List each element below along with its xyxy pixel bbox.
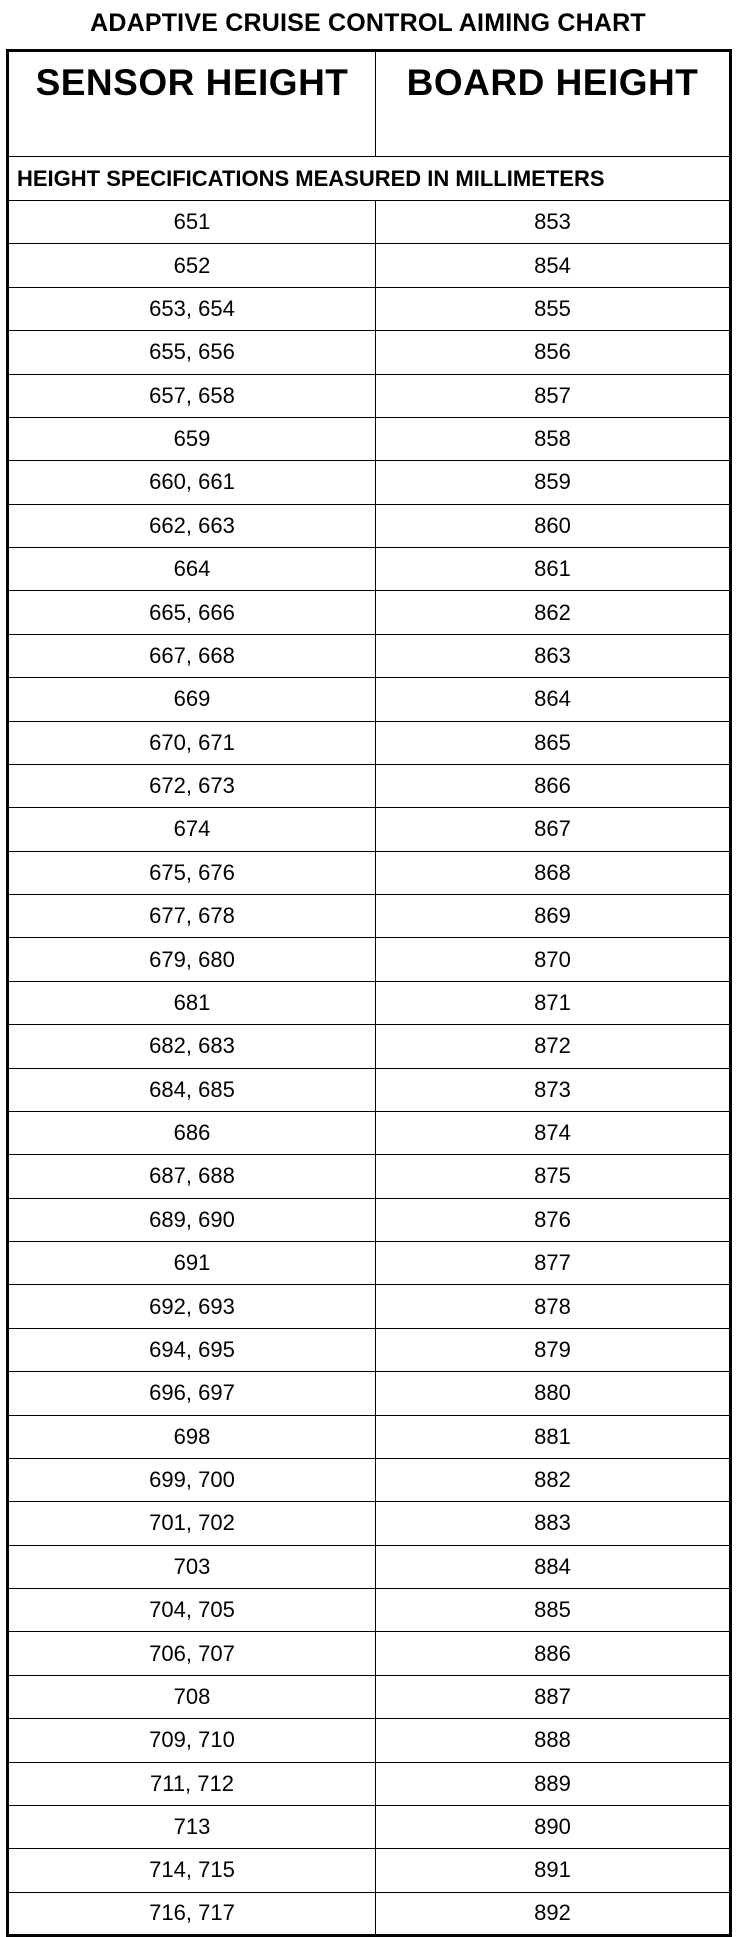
- board-height-cell: 864: [376, 678, 731, 721]
- board-height-cell: 875: [376, 1155, 731, 1198]
- table-body: [8, 201, 731, 1936]
- table-row: [8, 1762, 731, 1805]
- board-height-cell: 870: [376, 938, 731, 981]
- table-row: [8, 1372, 731, 1415]
- table-row: [8, 678, 731, 721]
- board-height-cell: 878: [376, 1285, 731, 1328]
- board-height-header: BOARD HEIGHT: [376, 51, 731, 157]
- sensor-height-cell: 652: [8, 244, 376, 287]
- sensor-height-cell: 665, 666: [8, 591, 376, 634]
- sensor-height-cell: 698: [8, 1415, 376, 1458]
- sensor-height-cell: 681: [8, 981, 376, 1024]
- sensor-height-cell: 706, 707: [8, 1632, 376, 1675]
- table-row: [8, 1675, 731, 1718]
- sensor-height-cell: 686: [8, 1111, 376, 1154]
- table-row: [8, 1892, 731, 1935]
- sensor-height-cell: 672, 673: [8, 764, 376, 807]
- table-row: [8, 981, 731, 1024]
- table-row: [8, 1545, 731, 1588]
- board-height-cell: 885: [376, 1589, 731, 1632]
- sensor-height-cell: 660, 661: [8, 461, 376, 504]
- board-height-cell: 882: [376, 1458, 731, 1501]
- board-height-cell: 891: [376, 1849, 731, 1892]
- sensor-height-cell: 677, 678: [8, 895, 376, 938]
- header-row: [8, 51, 731, 157]
- table-row: [8, 1285, 731, 1328]
- table-row: [8, 808, 731, 851]
- table-row: [8, 417, 731, 460]
- sensor-height-cell: 669: [8, 678, 376, 721]
- board-height-cell: 883: [376, 1502, 731, 1545]
- board-height-cell: 888: [376, 1719, 731, 1762]
- sensor-height-cell: 675, 676: [8, 851, 376, 894]
- table-row: [8, 634, 731, 677]
- table-row: [8, 1589, 731, 1632]
- board-height-cell: 863: [376, 634, 731, 677]
- table-row: [8, 591, 731, 634]
- sensor-height-cell: 689, 690: [8, 1198, 376, 1241]
- table-row: [8, 504, 731, 547]
- sensor-height-cell: 653, 654: [8, 287, 376, 330]
- table-row: [8, 1155, 731, 1198]
- board-height-cell: 880: [376, 1372, 731, 1415]
- table-row: [8, 548, 731, 591]
- sensor-height-cell: 674: [8, 808, 376, 851]
- board-height-cell: 859: [376, 461, 731, 504]
- board-height-cell: 872: [376, 1025, 731, 1068]
- sensor-height-cell: 679, 680: [8, 938, 376, 981]
- board-height-cell: 881: [376, 1415, 731, 1458]
- board-height-cell: 867: [376, 808, 731, 851]
- table-row: [8, 287, 731, 330]
- sensor-height-cell: 713: [8, 1805, 376, 1848]
- sensor-height-cell: 664: [8, 548, 376, 591]
- table-row: [8, 895, 731, 938]
- sensor-height-cell: 699, 700: [8, 1458, 376, 1501]
- sensor-height-cell: 711, 712: [8, 1762, 376, 1805]
- aiming-table: [6, 49, 732, 1937]
- units-row: [8, 157, 731, 201]
- board-height-cell: 884: [376, 1545, 731, 1588]
- board-height-cell: 873: [376, 1068, 731, 1111]
- table-row: [8, 461, 731, 504]
- board-height-cell: 889: [376, 1762, 731, 1805]
- table-row: [8, 851, 731, 894]
- board-height-cell: 874: [376, 1111, 731, 1154]
- table-row: [8, 374, 731, 417]
- sensor-height-cell: 703: [8, 1545, 376, 1588]
- sensor-height-cell: 694, 695: [8, 1328, 376, 1371]
- sensor-height-cell: 692, 693: [8, 1285, 376, 1328]
- table-row: [8, 1328, 731, 1371]
- board-height-cell: 886: [376, 1632, 731, 1675]
- board-height-cell: 861: [376, 548, 731, 591]
- sensor-height-cell: 709, 710: [8, 1719, 376, 1762]
- table-row: [8, 1632, 731, 1675]
- table-row: [8, 1805, 731, 1848]
- board-height-cell: 866: [376, 764, 731, 807]
- table-row: [8, 1068, 731, 1111]
- table-row: [8, 201, 731, 244]
- sensor-height-cell: 691: [8, 1242, 376, 1285]
- sensor-height-cell: 657, 658: [8, 374, 376, 417]
- board-height-cell: 869: [376, 895, 731, 938]
- board-height-cell: 853: [376, 201, 731, 244]
- sensor-height-cell: 714, 715: [8, 1849, 376, 1892]
- table-row: [8, 1242, 731, 1285]
- board-height-cell: 860: [376, 504, 731, 547]
- board-height-cell: 890: [376, 1805, 731, 1848]
- sensor-height-cell: 696, 697: [8, 1372, 376, 1415]
- table-row: [8, 1415, 731, 1458]
- sensor-height-cell: 651: [8, 201, 376, 244]
- board-height-cell: 877: [376, 1242, 731, 1285]
- board-height-cell: 876: [376, 1198, 731, 1241]
- table-row: [8, 1502, 731, 1545]
- table-row: [8, 721, 731, 764]
- board-height-cell: 868: [376, 851, 731, 894]
- sensor-height-header: SENSOR HEIGHT: [8, 51, 376, 157]
- sensor-height-cell: 684, 685: [8, 1068, 376, 1111]
- sensor-height-cell: 670, 671: [8, 721, 376, 764]
- board-height-cell: 865: [376, 721, 731, 764]
- table-row: [8, 331, 731, 374]
- chart-title: ADAPTIVE CRUISE CONTROL AIMING CHART: [90, 9, 646, 37]
- board-height-cell: 856: [376, 331, 731, 374]
- table-row: [8, 1025, 731, 1068]
- table-row: [8, 244, 731, 287]
- board-height-cell: 862: [376, 591, 731, 634]
- table-row: [8, 1849, 731, 1892]
- sensor-height-cell: 708: [8, 1675, 376, 1718]
- sensor-height-cell: 655, 656: [8, 331, 376, 374]
- sensor-height-cell: 682, 683: [8, 1025, 376, 1068]
- board-height-cell: 887: [376, 1675, 731, 1718]
- sensor-height-cell: 701, 702: [8, 1502, 376, 1545]
- board-height-cell: 858: [376, 417, 731, 460]
- table-row: [8, 938, 731, 981]
- sensor-height-cell: 687, 688: [8, 1155, 376, 1198]
- board-height-cell: 871: [376, 981, 731, 1024]
- table-row: [8, 1198, 731, 1241]
- sensor-height-cell: 704, 705: [8, 1589, 376, 1632]
- board-height-cell: 879: [376, 1328, 731, 1371]
- table-row: [8, 1719, 731, 1762]
- table-row: [8, 764, 731, 807]
- board-height-cell: 855: [376, 287, 731, 330]
- board-height-cell: 892: [376, 1892, 731, 1935]
- sensor-height-cell: 667, 668: [8, 634, 376, 677]
- table-row: [8, 1458, 731, 1501]
- table-row: [8, 1111, 731, 1154]
- sensor-height-cell: 662, 663: [8, 504, 376, 547]
- board-height-cell: 854: [376, 244, 731, 287]
- board-height-cell: 857: [376, 374, 731, 417]
- sensor-height-cell: 716, 717: [8, 1892, 376, 1935]
- units-note: HEIGHT SPECIFICATIONS MEASURED IN MILLIMETERS: [8, 157, 731, 201]
- sensor-height-cell: 659: [8, 417, 376, 460]
